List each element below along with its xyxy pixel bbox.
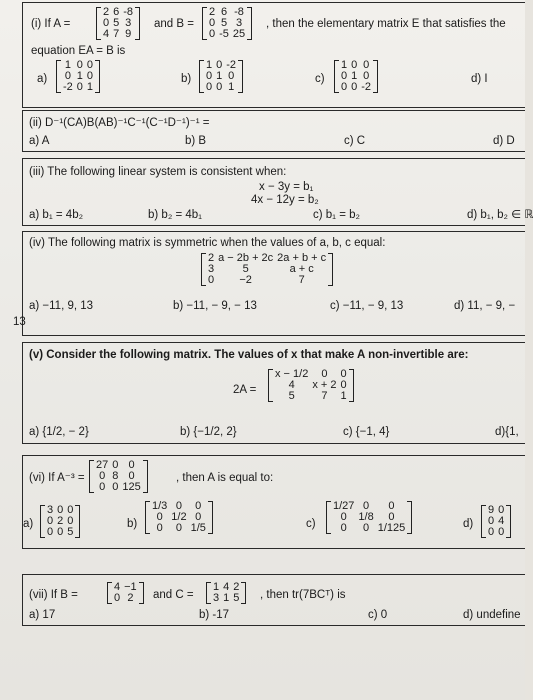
- matrix-cell: 0: [47, 515, 54, 527]
- matrix-cell: a + c: [289, 263, 314, 275]
- matrix-cell: 0: [86, 59, 94, 71]
- matrix-cell: 5: [67, 526, 74, 538]
- matrix-cell: 1: [206, 59, 213, 71]
- matrix-cell: 0: [175, 522, 182, 534]
- matrix-cell: 1: [213, 581, 220, 593]
- matrix-cell: 27: [96, 459, 109, 471]
- matrix-cell: 0: [156, 511, 163, 523]
- matrix-cell: 0: [340, 379, 347, 391]
- matrix-lhs: 2A =: [233, 384, 257, 396]
- matrix-cell: 1: [216, 70, 223, 82]
- question-7-box: [22, 574, 525, 626]
- matrix-cell: 1/8: [358, 511, 374, 523]
- matrix-cell: 0: [363, 500, 370, 512]
- matrix-a: [96, 7, 140, 40]
- matrix-cell: 0: [128, 470, 135, 482]
- option-a: a) {1/2, − 2}: [29, 426, 89, 438]
- matrix-cell: 0: [156, 522, 163, 534]
- matrix-cell: 3: [208, 263, 215, 275]
- option-b: b) -17: [199, 609, 230, 621]
- matrix-cell: 1: [76, 70, 83, 82]
- matrix-cell: 3: [213, 592, 220, 604]
- matrix-cell: a − 2b + 2c: [218, 252, 274, 264]
- matrix-b: [107, 582, 144, 604]
- option-d: d) I: [471, 73, 488, 85]
- option-c: c) C: [344, 135, 366, 147]
- option-a-matrix: [40, 505, 80, 538]
- matrix-cell: 2: [209, 6, 216, 18]
- option-d: d) 11, − 9, −: [454, 300, 516, 312]
- q5-stem: (v) Consider the following matrix. The values of x that make A non-invertible are:: [29, 349, 469, 361]
- option-b-matrix: [145, 501, 213, 534]
- matrix-cell: -2: [226, 59, 237, 71]
- matrix-cell: -8: [234, 6, 244, 18]
- matrix-cell: 2: [57, 515, 64, 527]
- matrix-cell: 0: [351, 81, 358, 93]
- option-d-matrix: [481, 505, 511, 538]
- option-b: b): [181, 73, 192, 85]
- option-d: d) D: [493, 135, 515, 147]
- option-a: a) b₁ = 4b₂: [29, 209, 84, 221]
- question-5-box: [22, 342, 525, 444]
- matrix-c: [206, 582, 246, 604]
- option-b: b) {−1/2, 2}: [180, 426, 237, 438]
- option-b-matrix: [199, 60, 243, 93]
- matrix-cell: 0: [363, 59, 370, 71]
- matrix-cell: 3: [235, 17, 243, 29]
- matrix-cell: 0: [57, 526, 64, 538]
- matrix-cell: 0: [76, 81, 83, 93]
- option-b: b): [127, 518, 138, 530]
- matrix-cell: 1/125: [377, 522, 406, 534]
- matrix-cell: 5: [113, 17, 120, 29]
- matrix-cell: 0: [47, 526, 54, 538]
- q1-stem-part4: equation EA = B is: [31, 45, 126, 57]
- q7-stem-part1: (vii) If B =: [29, 589, 78, 601]
- matrix-cell: 9: [125, 28, 132, 40]
- matrix-cell: 1/5: [190, 522, 206, 534]
- option-c: c): [315, 73, 325, 85]
- option-c: c) b₁ = b₂: [313, 209, 361, 221]
- matrix-cell: 0: [76, 59, 83, 71]
- matrix-cell: 0: [57, 504, 64, 516]
- option-c-matrix: [334, 60, 378, 93]
- question-1-box: [22, 2, 525, 108]
- matrix-cell: 0: [103, 17, 110, 29]
- matrix-cell: -8: [123, 6, 134, 18]
- q4-stem: (iv) The following matrix is symmetric when the values of a, b, c equal:: [29, 237, 386, 249]
- q1-stem-part2: and B =: [154, 18, 194, 30]
- matrix-cell: 0: [206, 81, 213, 93]
- matrix-cell: 0: [67, 515, 74, 527]
- matrix-cell: -2: [361, 81, 372, 93]
- matrix-cell: 0: [341, 70, 348, 82]
- option-d: d) b₁, b₂ ∈ ℝ: [467, 209, 533, 221]
- matrix-cell: 0: [363, 70, 370, 82]
- matrix-cell: 5: [220, 17, 228, 29]
- question-4-box: [13, 231, 525, 336]
- matrix-cell: 0: [209, 17, 216, 29]
- option-c: c): [306, 518, 316, 530]
- matrix-cell: 6: [220, 6, 228, 18]
- matrix-cell: 3: [47, 504, 54, 516]
- q1-stem-part3: , then the elementary matrix E that satisfies the: [266, 18, 506, 30]
- option-c-matrix: [326, 501, 412, 534]
- matrix-cell: 1: [341, 59, 348, 71]
- matrix-cell: 0: [216, 59, 223, 71]
- option-b: b) B: [185, 135, 207, 147]
- matrix-cell: -2: [63, 81, 73, 93]
- matrix-cell: 125: [122, 481, 141, 493]
- matrix-b: [202, 7, 252, 40]
- option-b: b) b₂ = 4b₁: [148, 209, 203, 221]
- matrix-cell: 1/3: [152, 500, 168, 512]
- matrix-cell: 0: [488, 526, 495, 538]
- option-c: c) {−1, 4}: [343, 426, 390, 438]
- matrix-cell: 1: [340, 390, 347, 402]
- matrix-cell: 1: [223, 592, 230, 604]
- q7-stem-part3: , then tr(7BCᵀ) is: [260, 589, 346, 601]
- matrix-cell: 0: [86, 70, 94, 82]
- matrix-cell: 0: [363, 522, 370, 534]
- matrix-cell: 0: [206, 70, 213, 82]
- option-a: a) 17: [29, 609, 56, 621]
- matrix-cell: −2: [239, 274, 252, 286]
- matrix-cell: 2: [233, 581, 240, 593]
- matrix-cell: 25: [232, 28, 246, 40]
- equation-1: x − 3y = b₁: [259, 181, 314, 193]
- matrix-cell: 4: [223, 581, 230, 593]
- matrix-cell: 0: [64, 70, 71, 82]
- option-b: b) −11, − 9, − 13: [173, 300, 257, 312]
- matrix-cell: 1: [64, 59, 71, 71]
- option-a: a) −11, 9, 13: [29, 300, 94, 312]
- q2-stem: (ii) D⁻¹(CA)B(AB)⁻¹C⁻¹(C⁻¹D⁻¹)⁻¹ =: [29, 117, 210, 129]
- equation-2: 4x − 12y = b₂: [251, 194, 319, 206]
- matrix-cell: 3: [125, 17, 132, 29]
- matrix-cell: 0: [351, 59, 358, 71]
- matrix-cell: 0: [208, 274, 215, 286]
- q6-stem-part1: (vi) If A⁻³ =: [29, 472, 85, 484]
- matrix-cell: 0: [321, 368, 328, 380]
- q1-stem-part1: (i) If A =: [31, 18, 71, 30]
- matrix-cell: 8: [112, 470, 119, 482]
- option-d: d) undefine: [463, 609, 521, 621]
- matrix-cell: 0: [340, 368, 347, 380]
- matrix-cell: 2: [127, 592, 134, 604]
- option-a: a): [23, 518, 34, 530]
- matrix-cell: 0: [388, 511, 395, 523]
- matrix-cell: 0: [209, 28, 216, 40]
- matrix-cell: 1: [228, 81, 235, 93]
- matrix-cell: −1: [124, 581, 137, 593]
- option-a: a): [37, 73, 48, 85]
- matrix-cell: 2: [103, 6, 110, 18]
- matrix-cell: -5: [219, 28, 229, 40]
- matrix-cell: 0: [128, 459, 135, 471]
- matrix-cell: 0: [112, 481, 119, 493]
- option-c: c) 0: [368, 609, 388, 621]
- matrix-2a: [268, 369, 354, 402]
- question-3-box: [22, 158, 533, 226]
- matrix-cell: 4: [288, 379, 295, 391]
- question-6-box: [22, 455, 525, 549]
- matrix-cell: 4: [103, 28, 110, 40]
- matrix-cell: 1/27: [333, 500, 355, 512]
- matrix-cell: 6: [113, 6, 120, 18]
- matrix-cell: 5: [288, 390, 295, 402]
- q6-stem-part2: , then A is equal to:: [176, 472, 274, 484]
- matrix-cell: 5: [242, 263, 249, 275]
- matrix-cell: 2a + b + c: [277, 252, 327, 264]
- matrix-cell: 0: [498, 504, 505, 516]
- matrix-cell: 0: [195, 500, 202, 512]
- option-a-wrap: 13: [13, 316, 26, 328]
- matrix-cell: 0: [99, 470, 106, 482]
- matrix-cell: 0: [67, 504, 74, 516]
- matrix-cell: 0: [175, 500, 182, 512]
- matrix-cell: 1/2: [171, 511, 187, 523]
- option-d: d){1,: [495, 426, 519, 438]
- matrix-cell: 0: [114, 592, 121, 604]
- matrix-cell: 0: [195, 511, 202, 523]
- matrix-cell: 4: [114, 581, 121, 593]
- question-2-box: [22, 110, 525, 152]
- matrix-cell: 7: [113, 28, 120, 40]
- matrix-cell: 1: [86, 81, 94, 93]
- matrix-cell: 1: [351, 70, 358, 82]
- matrix-cell: 4: [498, 515, 505, 527]
- matrix-cell: 0: [99, 481, 106, 493]
- matrix-cell: 0: [498, 526, 505, 538]
- matrix-cell: 9: [488, 504, 495, 516]
- option-c: c) −11, − 9, 13: [330, 300, 404, 312]
- matrix-cell: 0: [228, 70, 235, 82]
- option-a-matrix: [56, 60, 100, 93]
- symmetric-matrix: [201, 253, 333, 286]
- matrix-cell: 5: [233, 592, 240, 604]
- matrix-cell: 0: [388, 500, 395, 512]
- matrix-cell: 7: [298, 274, 305, 286]
- q3-stem: (iii) The following linear system is consistent when:: [29, 166, 287, 178]
- matrix-a-inverse-cubed: [89, 460, 148, 493]
- matrix-cell: 0: [112, 459, 119, 471]
- matrix-cell: 0: [341, 81, 348, 93]
- option-a: a) A: [29, 135, 50, 147]
- matrix-cell: x + 2: [312, 379, 337, 391]
- matrix-cell: 0: [216, 81, 223, 93]
- matrix-cell: x − 1/2: [275, 368, 309, 380]
- matrix-cell: 2: [208, 252, 215, 264]
- matrix-cell: 0: [340, 511, 347, 523]
- matrix-cell: 0: [340, 522, 347, 534]
- matrix-cell: 0: [488, 515, 495, 527]
- option-d: d): [463, 518, 474, 530]
- matrix-cell: 7: [321, 390, 328, 402]
- q7-stem-part2: and C =: [153, 589, 194, 601]
